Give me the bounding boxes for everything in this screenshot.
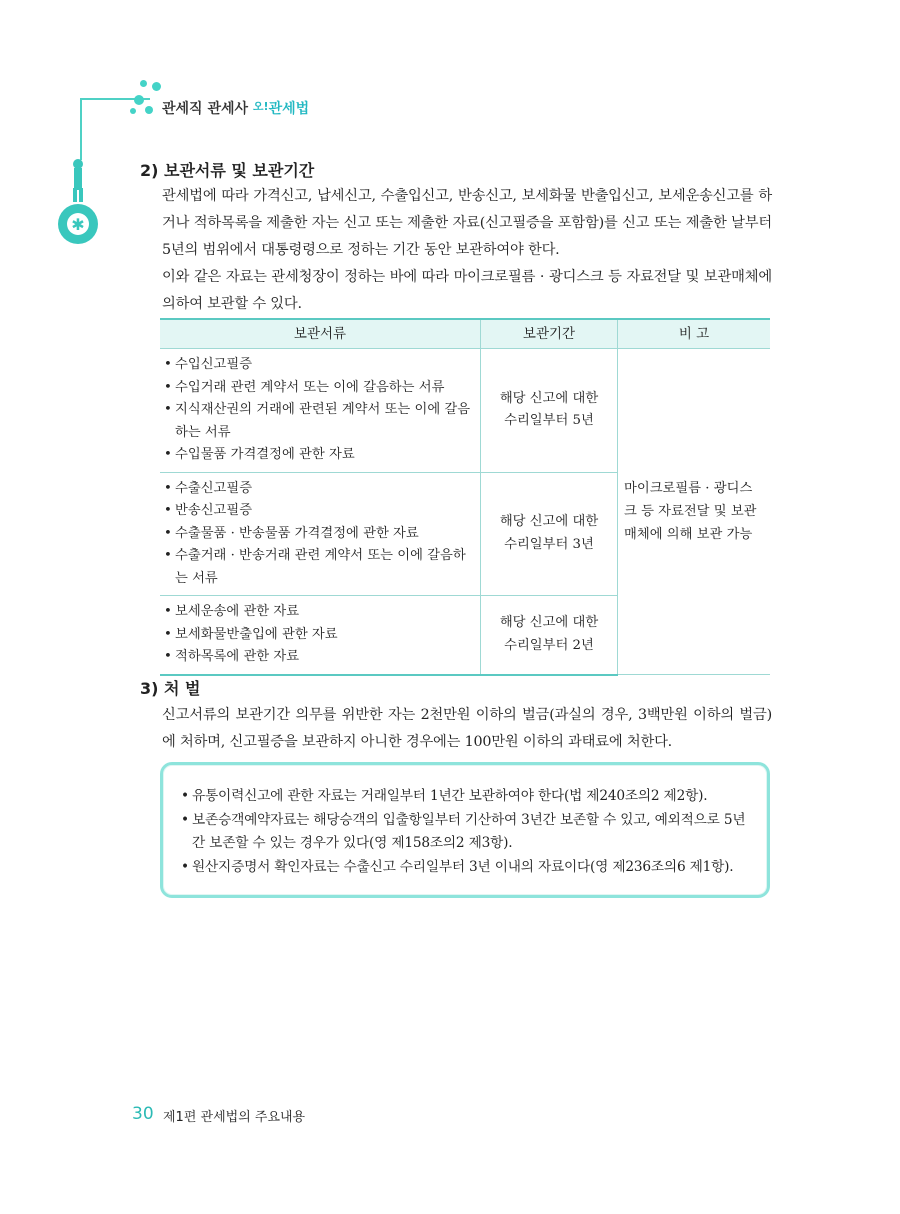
header-check-mark: 오! (252, 100, 269, 113)
svg-text:✱: ✱ (71, 215, 85, 234)
list-item: • 적하목록에 관한 자료 (163, 646, 475, 669)
period-cell (481, 472, 618, 596)
chapter-title: 제1편 관세법의 주요내용 (163, 1110, 306, 1125)
list-item: • 보세화물반출입에 관한 자료 (163, 624, 475, 647)
period-line-2: 수리일부터 5년 (504, 413, 594, 429)
section-2-paragraph-1: 관세법에 따라 가격신고, 납세신고, 수출입신고, 반송신고, 보세화물 반출입신고, 보세운송신고를 하거나 적하목록을 제출한 자는 신고 또는 제출한 자료(신고필증을 포함함)를 신고 또는 제출한 날부터 5년의 범위에서 대통령령으로 정하는 기간 동안 보관하여야 한다. (162, 188, 772, 258)
header-vertical-rule (80, 98, 82, 160)
section-3-paragraph: 신고서류의 보관기간 의무를 위반한 자는 2천만원 이하의 벌금(과실의 경우, 3백만원 이하의 벌금)에 처하며, 신고필증을 보관하지 아니한 경우에는 100만원 이하의 과태료에 처한다. (162, 707, 772, 750)
table-row (160, 349, 770, 473)
note-item: • 원산지증명서 확인자료는 수출신고 수리일부터 3년 이내의 자료이다(영 제236조의6 제1항). (181, 856, 749, 880)
column-header-period: 보관기간 (481, 319, 618, 349)
documents-cell (160, 349, 481, 473)
note-box (160, 762, 770, 898)
period-line-2: 수리일부터 2년 (504, 637, 594, 653)
section-2-paragraph-2: 이와 같은 자료는 관세청장이 정하는 바에 따라 마이크로필름 · 광디스크 등 자료전달 및 보관매체에 의하여 보관할 수 있다. (162, 269, 772, 312)
header-title-accent: 관세법 (268, 101, 310, 117)
period-line-1: 해당 신고에 대한 (499, 514, 599, 530)
header-title (162, 98, 309, 118)
list-item: • 반송신고필증 (163, 500, 475, 523)
decor-dot (140, 80, 147, 87)
page-number: 30 (132, 1104, 154, 1124)
documents-cell (160, 596, 481, 675)
list-item: • 보세운송에 관한 자료 (163, 601, 475, 624)
documents-cell (160, 472, 481, 596)
list-item: • 수입거래 관련 계약서 또는 이에 갈음하는 서류 (163, 377, 475, 400)
remark-cell: 마이크로필름 · 광디스크 등 자료전달 및 보관매체에 의해 보관 가능 (618, 349, 771, 675)
note-item: • 유통이력신고에 관한 자료는 거래일부터 1년간 보관하여야 한다(법 제240조의2 제2항). (181, 785, 749, 809)
list-item: • 수출신고필증 (163, 478, 475, 501)
person-wheel-icon (55, 158, 105, 248)
decor-dot (134, 95, 144, 105)
section-2-title: 2) 보관서류 및 보관기간 (140, 161, 315, 180)
table-header-row (160, 319, 770, 349)
note-item: • 보존승객예약자료는 해당승객의 입출항일부터 기산하여 3년간 보존할 수 있고, 예외적으로 5년간 보존할 수 있는 경우가 있다(영 제158조의2 제3항). (181, 809, 749, 856)
decor-dot (152, 82, 161, 91)
period-cell (481, 596, 618, 675)
header-title-main: 관세직 관세사 (162, 101, 249, 117)
list-item: • 지식재산권의 거래에 관련된 계약서 또는 이에 갈음하는 서류 (163, 399, 475, 444)
period-line-2: 수리일부터 3년 (504, 536, 594, 552)
column-header-documents: 보관서류 (160, 319, 481, 349)
list-item: • 수입물품 가격결정에 관한 자료 (163, 444, 475, 467)
decor-dot (130, 108, 136, 114)
decor-dot (145, 106, 153, 114)
list-item: • 수입신고필증 (163, 354, 475, 377)
period-line-1: 해당 신고에 대한 (499, 390, 599, 406)
section-3-title: 3) 처 벌 (140, 679, 201, 698)
retention-table (160, 318, 770, 676)
list-item: • 수출거래 · 반송거래 관련 계약서 또는 이에 갈음하는 서류 (163, 545, 475, 590)
period-line-1: 해당 신고에 대한 (499, 615, 599, 631)
column-header-remark: 비 고 (618, 319, 771, 349)
period-cell (481, 349, 618, 473)
list-item: • 수출물품 · 반송물품 가격결정에 관한 자료 (163, 523, 475, 546)
